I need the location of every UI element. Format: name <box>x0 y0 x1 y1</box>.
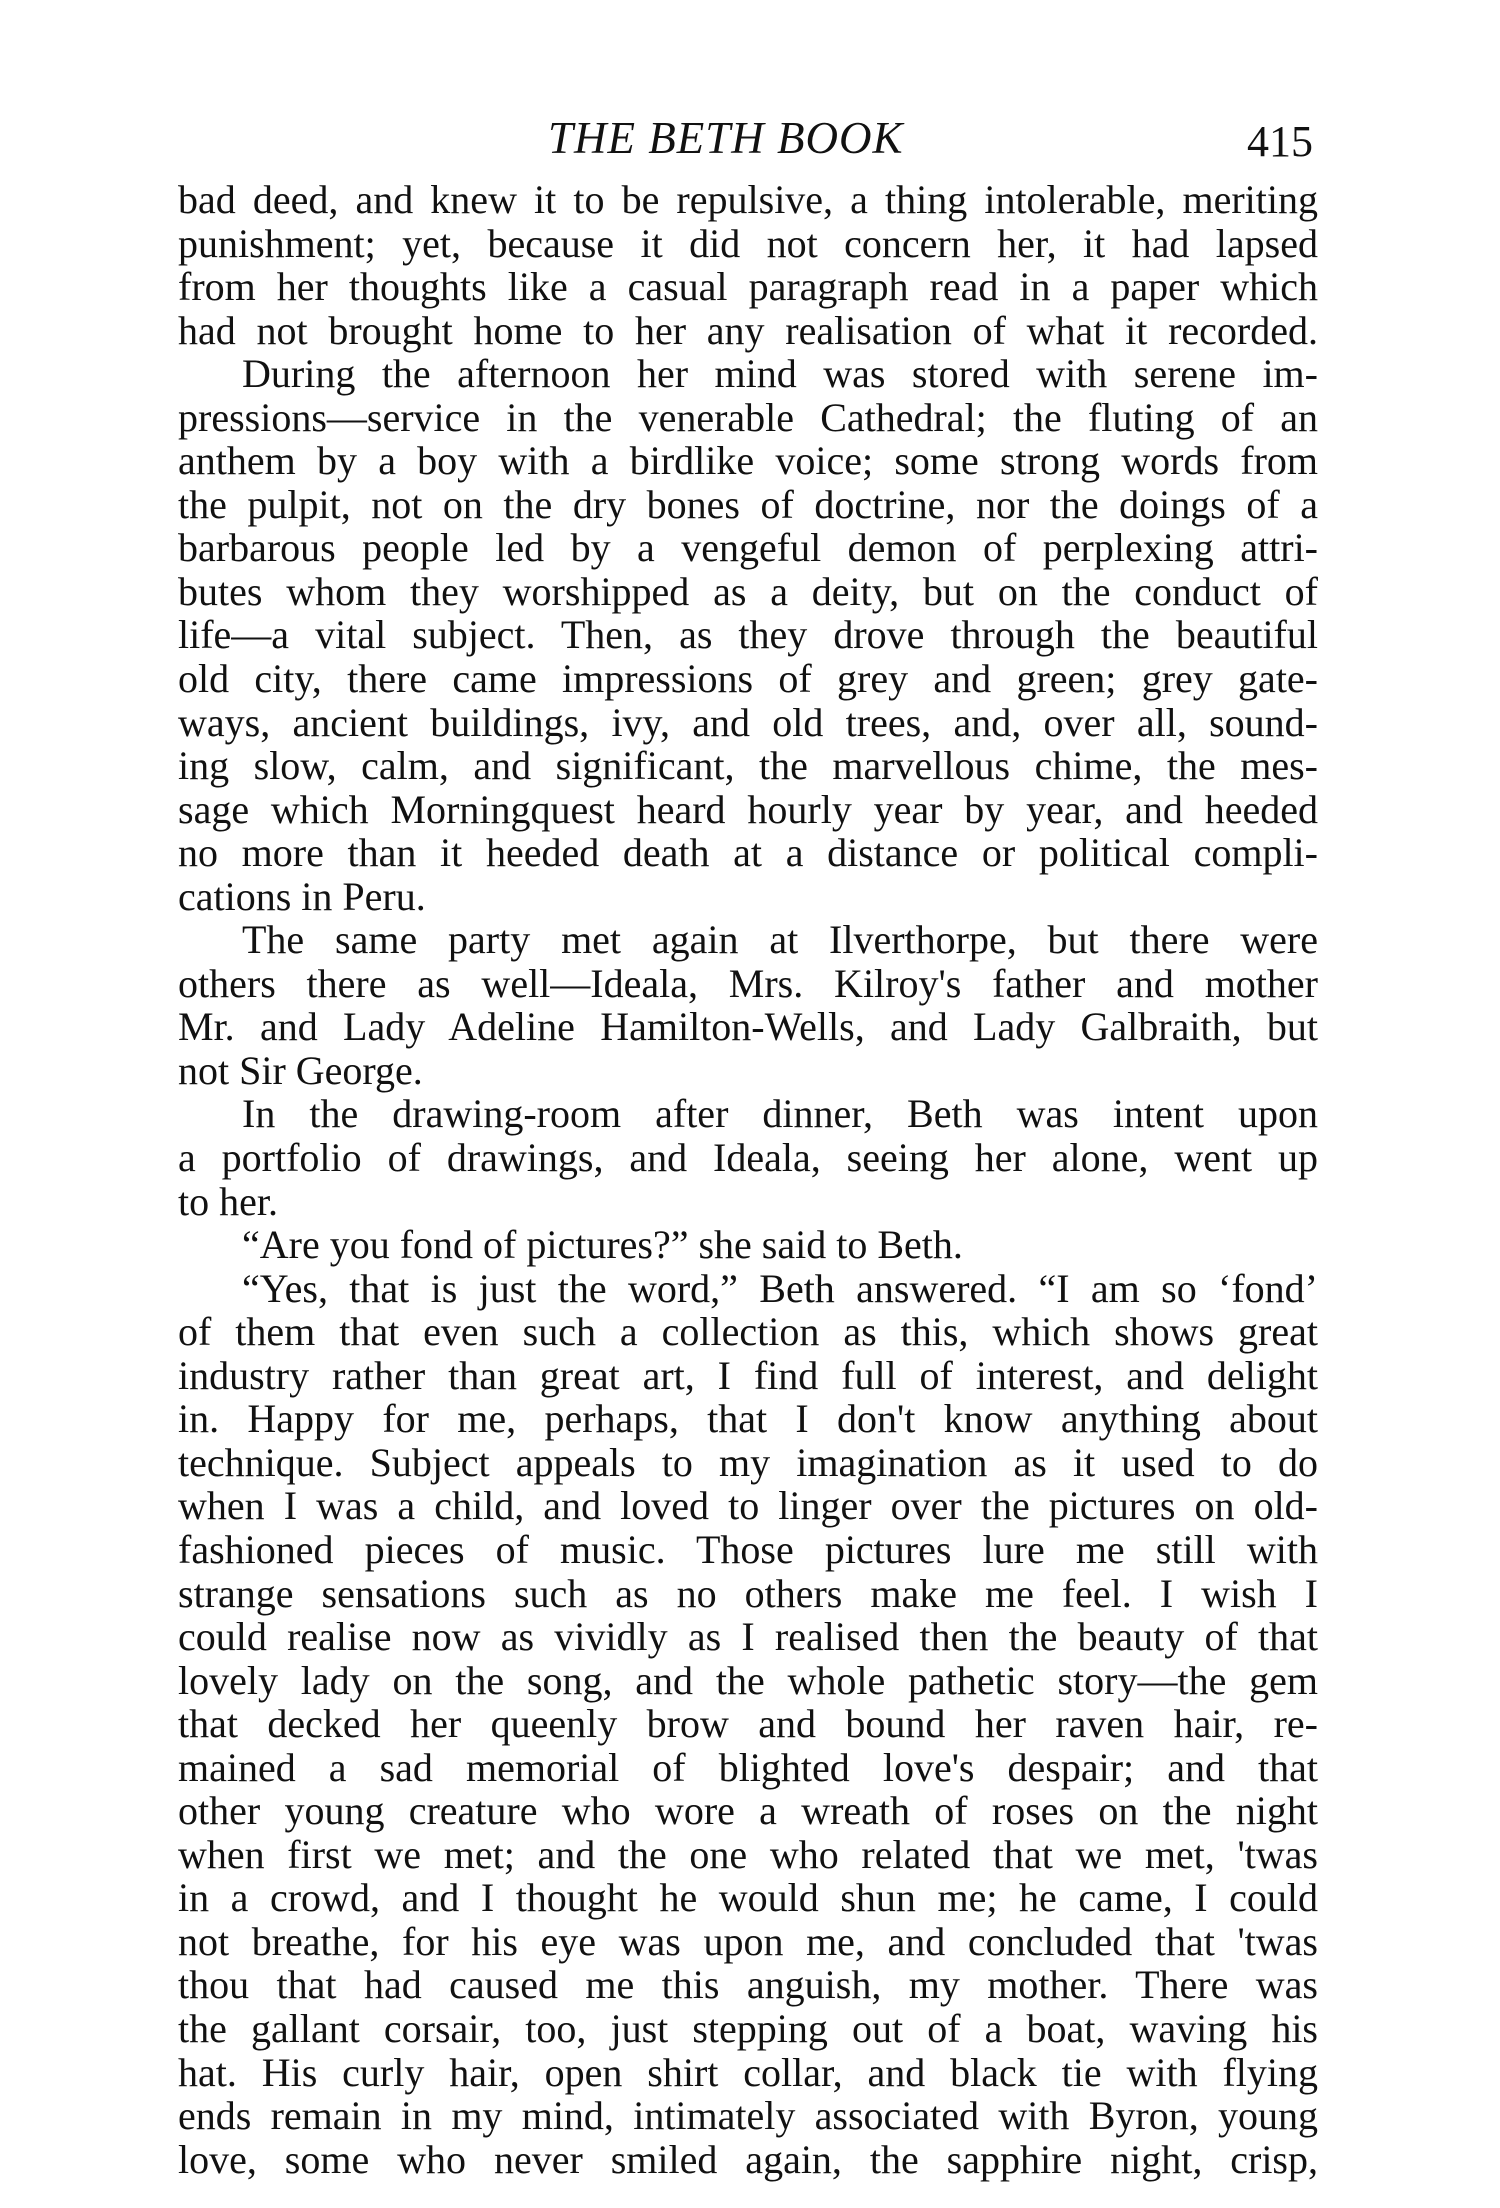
text-line: strange sensations such as no others make me feel. I wish I <box>178 1570 1318 1616</box>
text-line: when first we met; and the one who related that we met, 'twas <box>178 1831 1318 1877</box>
text-line: “Yes, that is just the word,” Beth answered. “I am so ‘fond’ <box>242 1265 1318 1311</box>
text-line: fashioned pieces of music. Those pictures lure me still with <box>178 1526 1318 1572</box>
text-line: other young creature who wore a wreath of roses on the night <box>178 1788 1318 1834</box>
text-line: not breathe, for his eye was upon me, and concluded that 'twas <box>178 1918 1318 1964</box>
text-line: ways, ancient buildings, ivy, and old trees, and, over all, sound- <box>178 699 1318 745</box>
text-line: had not brought home to her any realisation of what it recorded. <box>178 307 1318 353</box>
text-line: could realise now as vividly as I realised then the beauty of that <box>178 1614 1318 1660</box>
text-line: that decked her queenly brow and bound her raven hair, re- <box>178 1701 1318 1747</box>
text-line: The same party met again at Ilverthorpe, but there were <box>242 917 1318 963</box>
text-line: old city, there came impressions of grey and green; grey gate- <box>178 656 1318 702</box>
text-line: technique. Subject appeals to my imagination as it used to do <box>178 1439 1318 1485</box>
text-line: to her. <box>178 1178 278 1224</box>
text-line: pressions—service in the venerable Cathedral; the fluting of an <box>178 394 1318 440</box>
text-line: others there as well—Ideala, Mrs. Kilroy's father and mother <box>178 960 1318 1006</box>
text-line: lovely lady on the song, and the whole pathetic story—the gem <box>178 1657 1318 1703</box>
text-line: in. Happy for me, perhaps, that I don't know anything about <box>178 1396 1318 1442</box>
text-line: thou that had caused me this anguish, my mother. There was <box>178 1962 1318 2008</box>
text-line: butes whom they worshipped as a deity, but on the conduct of <box>178 568 1318 614</box>
text-line: in a crowd, and I thought he would shun me; he came, I could <box>178 1875 1318 1921</box>
text-line: sage which Morningquest heard hourly year by year, and heeded <box>178 786 1318 832</box>
text-line: ing slow, calm, and significant, the marvellous chime, the mes- <box>178 743 1318 789</box>
text-line: Mr. and Lady Adeline Hamilton-Wells, and Lady Galbraith, but <box>178 1004 1318 1050</box>
text-line: In the drawing-room after dinner, Beth was intent upon <box>242 1091 1318 1137</box>
text-line: of them that even such a collection as this, which shows great <box>178 1309 1318 1355</box>
text-line: mained a sad memorial of blighted love's despair; and that <box>178 1744 1318 1790</box>
text-line: punishment; yet, because it did not concern her, it had lapsed <box>178 220 1318 266</box>
text-line: no more than it heeded death at a distance or political compli- <box>178 830 1318 876</box>
text-line: bad deed, and knew it to be repulsive, a thing intolerable, meriting <box>178 177 1318 222</box>
running-title: THE BETH BOOK <box>548 113 904 163</box>
text-line: During the afternoon her mind was stored with serene im- <box>242 351 1318 397</box>
text-line: from her thoughts like a casual paragraph read in a paper which <box>178 264 1318 310</box>
text-line: when I was a child, and loved to linger over the pictures on old- <box>178 1483 1318 1529</box>
text-line: hat. His curly hair, open shirt collar, and black tie with flying <box>178 2049 1318 2095</box>
running-head <box>0 108 1500 168</box>
text-line: life—a vital subject. Then, as they drove through the beautiful <box>178 612 1318 658</box>
text-line: a portfolio of drawings, and Ideala, seeing her alone, went up <box>178 1135 1318 1181</box>
page-number: 415 <box>1247 117 1313 166</box>
text-line: not Sir George. <box>178 1047 423 1093</box>
text-line: cations in Peru. <box>178 873 426 919</box>
text-line: the pulpit, not on the dry bones of doctrine, nor the doings of a <box>178 481 1318 527</box>
text-line: barbarous people led by a vengeful demon of perplexing attri- <box>178 525 1318 571</box>
text-line: ends remain in my mind, intimately associated with Byron, young <box>178 2093 1318 2139</box>
text-line: the gallant corsair, too, just stepping out of a boat, waving his <box>178 2005 1318 2051</box>
body-text <box>178 178 1318 2181</box>
text-line: love, some who never smiled again, the sapphire night, crisp, <box>178 2136 1318 2182</box>
text-line: industry rather than great art, I find full of interest, and delight <box>178 1352 1318 1398</box>
text-line: anthem by a boy with a birdlike voice; some strong words from <box>178 438 1318 484</box>
text-line: “Are you fond of pictures?” she said to Beth. <box>242 1222 963 1268</box>
